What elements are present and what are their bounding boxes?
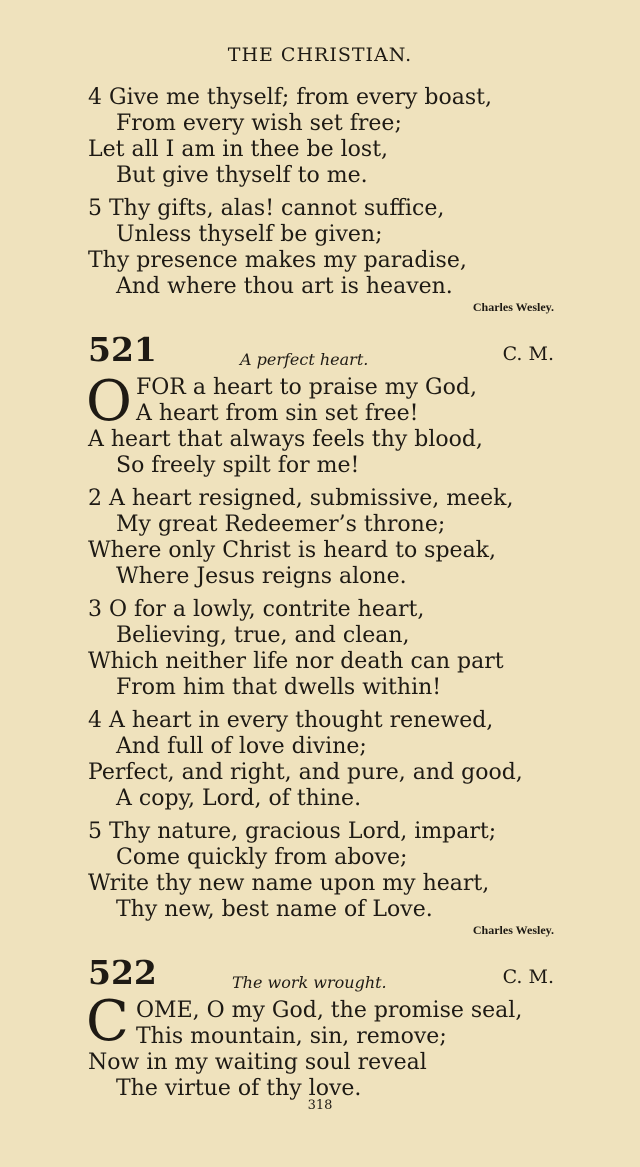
- verse-line: Which neither life nor death can part: [88, 649, 504, 674]
- verse-line: But give thyself to me.: [116, 163, 368, 188]
- drop-cap: C: [86, 989, 129, 1054]
- verse-line: So freely spilt for me!: [116, 453, 360, 478]
- verse-line: From every wish set free;: [116, 111, 402, 136]
- verse-line: This mountain, sin, remove;: [136, 1024, 447, 1049]
- hymn-title: The work wrought.: [232, 973, 387, 992]
- verse-line: Write thy new name upon my heart,: [88, 871, 490, 896]
- verse-line: A heart that always feels thy blood,: [88, 427, 483, 452]
- verse-line: 4 Give me thyself; from every boast,: [88, 85, 492, 110]
- verse-line: From him that dwells within!: [116, 675, 442, 700]
- verse-line: And where thou art is heaven.: [116, 274, 453, 299]
- verse-line: Unless thyself be given;: [116, 222, 383, 247]
- verse-line: Where Jesus reigns alone.: [116, 564, 407, 589]
- verse-line: Perfect, and right, and pure, and good,: [88, 760, 523, 785]
- verse-line: Let all I am in thee be lost,: [88, 137, 389, 162]
- verse-line: 2 A heart resigned, submissive, meek,: [88, 486, 514, 511]
- verse-line: My great Redeemer’s throne;: [116, 512, 446, 537]
- verse-line: A copy, Lord, of thine.: [116, 786, 362, 811]
- verse-line: OME, O my God, the promise seal,: [136, 998, 523, 1023]
- verse-line: 4 A heart in every thought renewed,: [88, 708, 494, 733]
- hymn-number: 521: [88, 330, 157, 369]
- verse-line: 5 Thy nature, gracious Lord, impart;: [88, 819, 497, 844]
- author-attribution: Charles Wesley.: [472, 300, 554, 314]
- page-number: 318: [307, 1098, 333, 1113]
- hymn-meter: C. M.: [502, 966, 554, 988]
- verse-line: Come quickly from above;: [116, 845, 408, 870]
- verse-line: 5 Thy gifts, alas! cannot suffice,: [88, 196, 445, 221]
- verse-line: FOR a heart to praise my God,: [136, 375, 477, 400]
- hymn-number: 522: [88, 953, 157, 992]
- verse-line: Where only Christ is heard to speak,: [88, 538, 497, 563]
- running-head: THE CHRISTIAN.: [227, 44, 413, 66]
- verse-line: Thy presence makes my paradise,: [88, 248, 467, 273]
- verse-line: Believing, true, and clean,: [116, 623, 410, 648]
- verse-line: 3 O for a lowly, contrite heart,: [88, 597, 425, 622]
- verse-line: Now in my waiting soul reveal: [88, 1050, 427, 1075]
- verse-line: Thy new, best name of Love.: [116, 897, 433, 922]
- hymn-meter: C. M.: [502, 343, 554, 365]
- verse-line: A heart from sin set free!: [136, 401, 419, 426]
- hymn-title: A perfect heart.: [240, 350, 369, 369]
- verse-line: And full of love divine;: [116, 734, 367, 759]
- author-attribution: Charles Wesley.: [472, 923, 554, 937]
- drop-cap: O: [86, 369, 132, 434]
- verse-line: The virtue of thy love.: [116, 1076, 362, 1101]
